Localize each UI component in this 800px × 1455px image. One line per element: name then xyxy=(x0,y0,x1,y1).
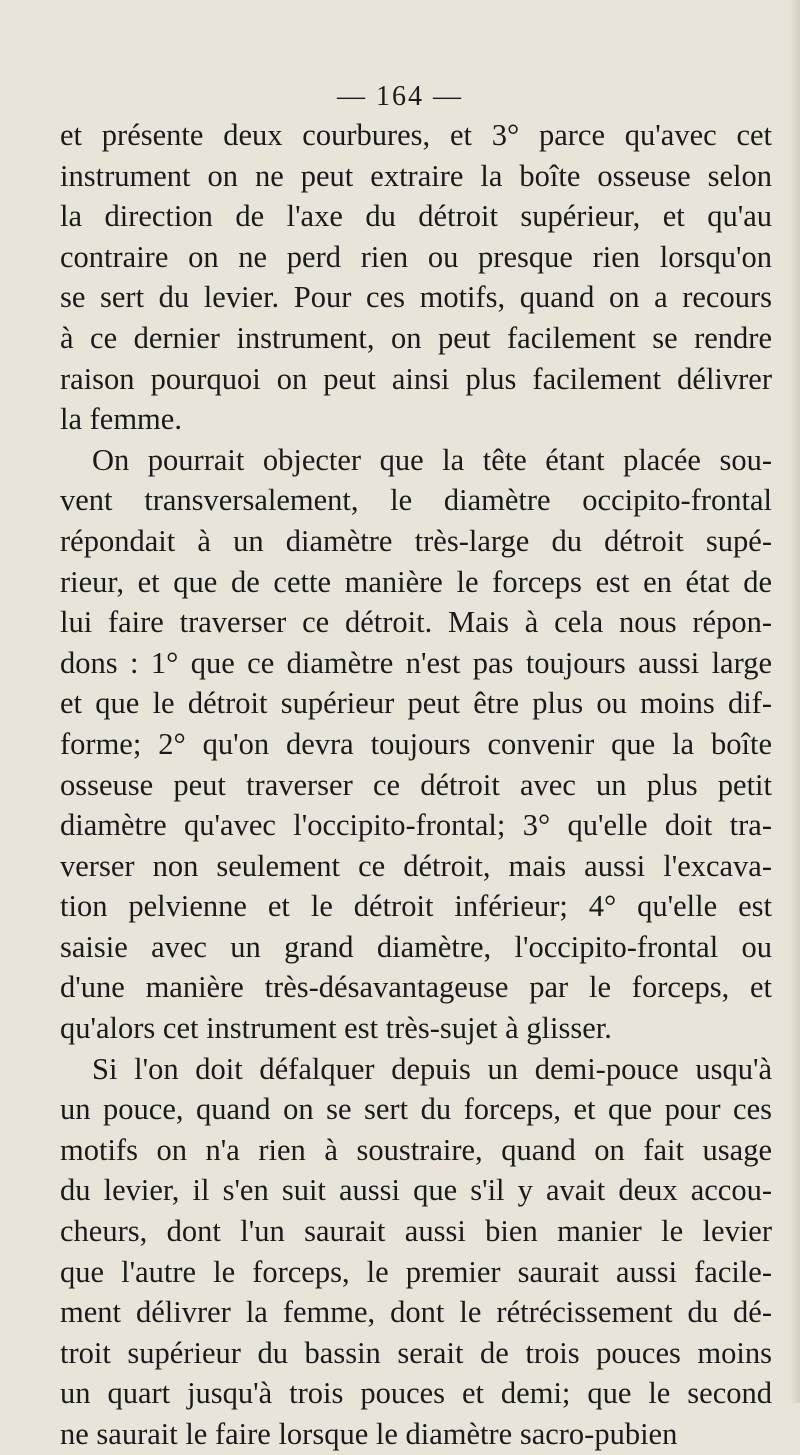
text-line: un pouce, quand on se sert du forceps, et que pour ces xyxy=(60,1092,772,1127)
text-line: tion pelvienne et le détroit inférieur; 4° qu'elle est xyxy=(60,889,772,924)
text-line: lui faire traverser ce détroit. Mais à cela nous répon- xyxy=(60,605,772,640)
text-line: la direction de l'axe du détroit supérieur, et qu'au xyxy=(60,199,772,234)
body-text xyxy=(60,115,772,1455)
text-line: d'une manière très-désavantageuse par le forceps, et xyxy=(60,970,772,1005)
text-line: qu'alors cet instrument est très-sujet à glisser. xyxy=(60,1011,612,1046)
text-line: rieur, et que de cette manière le forceps est en état de xyxy=(60,564,772,599)
text-line: répondait à un diamètre très-large du détroit supé- xyxy=(60,523,772,558)
text-line: troit supérieur du bassin serait de trois pouces moins xyxy=(60,1335,772,1370)
text-line: motifs on n'a rien à soustraire, quand on fait usage xyxy=(60,1132,772,1167)
page-number: — 164 — xyxy=(337,81,463,112)
text-line: saisie avec un grand diamètre, l'occipito-frontal ou xyxy=(60,929,772,964)
paragraph xyxy=(60,440,772,1049)
paragraph xyxy=(60,1049,772,1455)
text-line: raison pourquoi on peut ainsi plus facilement délivrer xyxy=(60,361,772,396)
text-line: se sert du levier. Pour ces motifs, quand on a recours xyxy=(60,280,772,315)
text-line: vent transversalement, le diamètre occipito-frontal xyxy=(60,483,772,518)
paragraph xyxy=(60,115,772,440)
text-line: et que le détroit supérieur peut être plus ou moins dif- xyxy=(60,686,772,721)
text-line: à ce dernier instrument, on peut facilement se rendre xyxy=(60,320,772,355)
text-line: verser non seulement ce détroit, mais aussi l'excava- xyxy=(60,848,772,883)
text-line: ne saurait le faire lorsque le diamètre sacro-pubien xyxy=(60,1417,678,1451)
text-line: On pourrait objecter que la tête étant placée sou- xyxy=(92,442,772,477)
text-line: la femme. xyxy=(60,402,182,437)
text-line: ment délivrer la femme, dont le rétrécissement du dé- xyxy=(60,1295,772,1330)
text-line: un quart jusqu'à trois pouces et demi; que le second xyxy=(60,1376,772,1411)
text-line: cheurs, dont l'un saurait aussi bien manier le levier xyxy=(60,1214,772,1249)
text-line: que l'autre le forceps, le premier saurait aussi facile- xyxy=(60,1254,772,1289)
text-line: forme; 2° qu'on devra toujours convenir que la boîte xyxy=(60,726,772,761)
text-line: du levier, il s'en suit aussi que s'il y avait deux accou- xyxy=(60,1173,772,1208)
text-line: Si l'on doit défalquer depuis un demi-pouce usqu'à xyxy=(92,1051,772,1086)
text-line: instrument on ne peut extraire la boîte osseuse selon xyxy=(60,158,772,193)
text-line: et présente deux courbures, et 3° parce qu'avec cet xyxy=(60,118,772,152)
text-line: osseuse peut traverser ce détroit avec un plus petit xyxy=(60,767,772,802)
text-line: diamètre qu'avec l'occipito-frontal; 3° qu'elle doit tra- xyxy=(60,808,772,843)
text-line: dons : 1° que ce diamètre n'est pas toujours aussi large xyxy=(60,645,772,680)
page-edge xyxy=(790,0,800,1403)
text-line: contraire on ne perd rien ou presque rien lorsqu'on xyxy=(60,239,772,274)
